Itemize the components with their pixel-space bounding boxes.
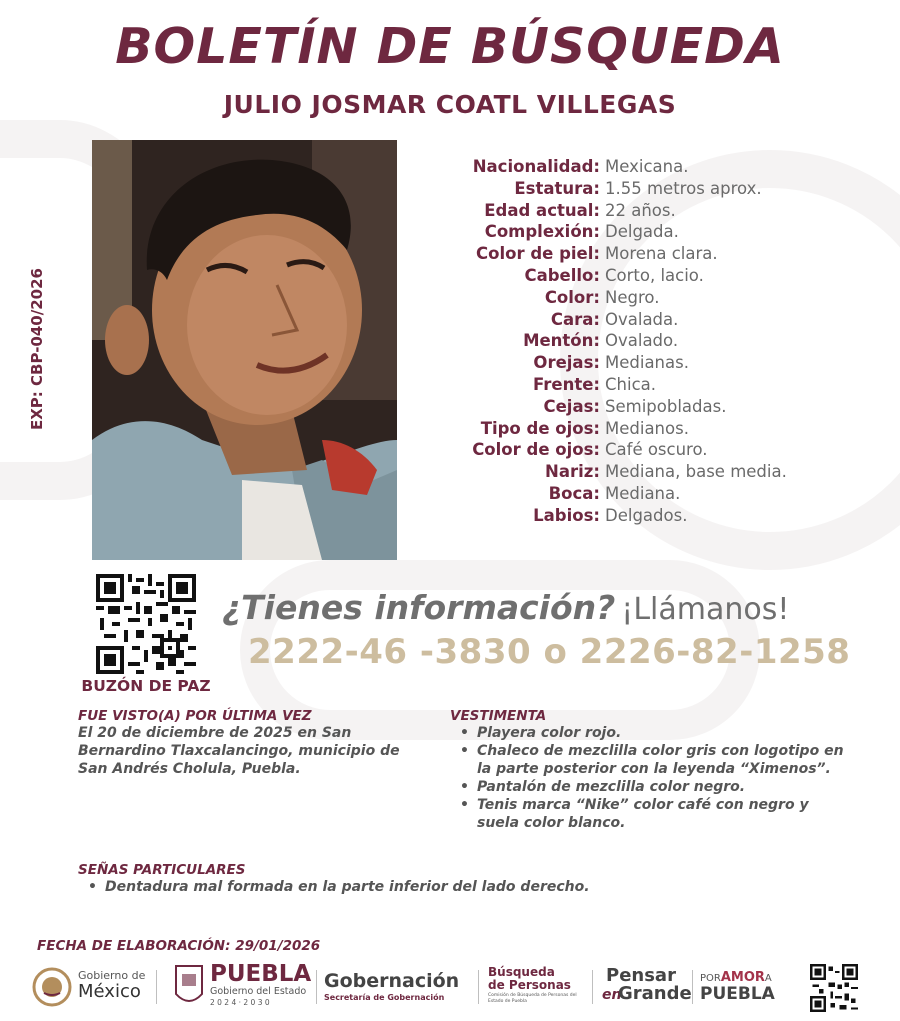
puebla-shield-icon: [174, 964, 204, 1008]
clothing-title: VESTIMENTA: [450, 708, 547, 724]
bulletin-title: BOLETÍN DE BÚSQUEDA: [115, 18, 785, 75]
attr-row: Tipo de ojos: Medianos.: [480, 418, 689, 438]
attr-row: Edad actual: 22 años.: [484, 200, 676, 220]
last-seen-section: [78, 708, 418, 778]
list-item: • Dentadura mal formada en la parte inferior del lado derecho.: [78, 878, 778, 896]
attr-row: Estatura: 1.55 metros aprox.: [514, 178, 762, 198]
attr-row: Cejas: Semipobladas.: [543, 396, 727, 416]
person-name: JULIO JOSMAR COATL VILLEGAS: [223, 90, 677, 119]
busqueda-de-personas-logo: Búsqueda de Personas Comisión de Búsqueda de Personas del Estado de Puebla: [488, 965, 577, 1004]
missing-person-photo: [92, 140, 397, 560]
clothing-section: [450, 708, 850, 832]
attr-row: Color de ojos: Café oscuro.: [472, 440, 708, 460]
mexico-seal-icon: [32, 967, 72, 1007]
attr-row: Cara: Ovalada.: [550, 309, 679, 329]
divider: [316, 970, 317, 1004]
attr-row: Nacionalidad: Mexicana.: [472, 157, 689, 176]
list-item: • Tenis marca “Nike” color café con negro y suela color blanco.: [450, 796, 850, 832]
attr-row: Nariz: Mediana, base media.: [545, 462, 787, 482]
gobierno-puebla-logo: PUEBLA Gobierno del Estado 2 0 2 4 · 2 0 3 0: [170, 960, 310, 1014]
distinguishing-marks-section: [78, 862, 778, 896]
divider: [478, 970, 479, 1004]
por-amor-a-puebla-logo: PORAMORA PUEBLA: [700, 970, 775, 1004]
buzon-de-paz-label: BUZÓN DE PAZ: [81, 677, 211, 695]
expediente-number: EXP: CBP-040/2026: [28, 268, 46, 430]
attr-row: Orejas: Medianas.: [533, 353, 689, 373]
clothing-list: [450, 724, 850, 832]
attr-row: Cabello: Corto, lacio.: [524, 265, 704, 285]
gobierno-de-mexico-logo: Gobierno de México: [30, 960, 148, 1014]
pensar-en-grande-logo: Pensar en Grande: [602, 965, 692, 1004]
list-item: • Playera color rojo.: [450, 724, 850, 742]
list-item: • Pantalón de mezclilla color negro.: [450, 778, 850, 796]
info-question: [222, 588, 789, 627]
qr-code-icon: [96, 574, 196, 674]
attr-row: Labios: Delgados.: [533, 505, 688, 525]
divider: [156, 970, 157, 1004]
qr-code-icon: [810, 964, 858, 1012]
phone-numbers[interactable]: 2222-46 -3830 o 2226-82-1258: [248, 632, 851, 672]
attr-row: Color de piel: Morena clara.: [476, 244, 718, 264]
footer-logos: [30, 960, 870, 1014]
gobernacion-logo: Gobernación Secretaría de Gobernación: [324, 970, 460, 1002]
footer-qr-code[interactable]: [810, 964, 858, 1012]
buzon-de-paz-qr-code[interactable]: [96, 574, 196, 674]
attr-row: Mentón: Ovalado.: [523, 331, 679, 351]
attr-row: Frente: Chica.: [533, 374, 656, 394]
attr-row: Boca: Mediana.: [548, 483, 681, 503]
marks-list: [78, 878, 778, 896]
attr-row: Color: Negro.: [544, 287, 660, 307]
person-portrait-icon: [92, 140, 397, 560]
divider: [592, 970, 593, 1004]
last-seen-text: El 20 de diciembre de 2025 en San Bernardino Tlaxcalancingo, municipio de San Andrés Cholula, Puebla.: [78, 725, 400, 777]
marks-title: SEÑAS PARTICULARES: [78, 862, 246, 878]
creation-date: FECHA DE ELABORACIÓN: 29/01/2026: [37, 938, 321, 954]
physical-description: [420, 156, 890, 527]
question-text: ¿Tienes información?: [222, 588, 616, 627]
divider: [692, 970, 693, 1004]
attr-row: Complexión: Delgada.: [484, 222, 679, 242]
last-seen-title: FUE VISTO(A) POR ÚLTIMA VEZ: [78, 708, 312, 724]
list-item: • Chaleco de mezclilla color gris con logotipo en la parte posterior con la leyenda “Ximenos”.: [450, 742, 850, 778]
call-us-text: ¡Llámanos!: [621, 592, 790, 627]
